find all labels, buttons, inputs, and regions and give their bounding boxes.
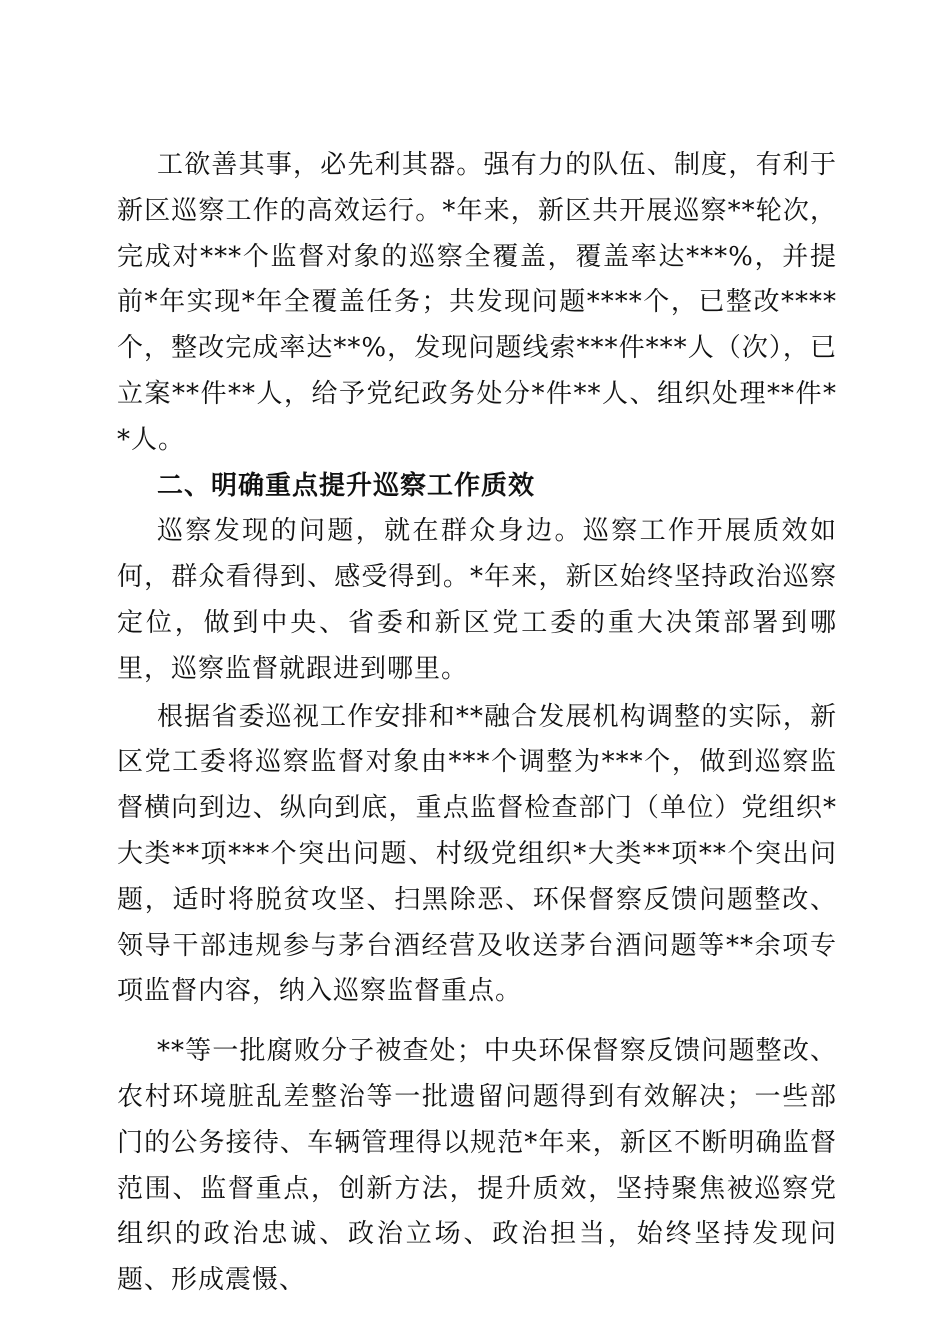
paragraph-team-system: 工欲善其事，必先利其器。强有力的队伍、制度，有利于新区巡察工作的高效运行。*年来，新区共开展巡察**轮次，完成对***个监督对象的巡察全覆盖，覆盖率达***%，并提前*年实现*年全覆盖任务；共发现问题****个，已整改****个，整改完成率达**%，发现问题线索***件***人（次），已立案**件**人，给予党纪政务处分*件**人、组织处理**件**人。: [117, 150, 837, 455]
spacer: [117, 1015, 837, 1029]
paragraph-problems-near-masses: 巡察发现的问题，就在群众身边。巡察工作开展质效如何，群众看得到、感受得到。*年来，新区始终坚持政治巡察定位，做到中央、省委和新区党工委的重大决策部署到哪里，巡察监督就跟进到哪里。: [117, 516, 837, 684]
paragraph-corruption-handled: **等一批腐败分子被查处；中央环保督察反馈问题整改、农村环境脏乱差整治等一批遗留问题得到有效解决；一些部门的公务接待、车辆管理得以规范*年来，新区不断明确监督范围、监督重点，创新方法，提升质效，坚持聚焦被巡察党组织的政治忠诚、政治立场、政治担当，始终坚持发现问题、形成震慑、: [117, 1036, 837, 1296]
section-heading: 二、明确重点提升巡察工作质效: [157, 470, 536, 501]
paragraph-supervision-targets: 根据省委巡视工作安排和**融合发展机构调整的实际，新区党工委将巡察监督对象由***个调整为***个，做到巡察监督横向到边、纵向到底，重点监督检查部门（单位）党组织*大类**项***个突出问题、村级党组织*大类**项**个突出问题，适时将脱贫攻坚、扫黑除恶、环保督察反馈问题整改、领导干部违规参与茅台酒经营及收送茅台酒问题等**余项专项监督内容，纳入巡察监督重点。: [117, 701, 837, 1007]
document-body: [117, 143, 837, 1304]
